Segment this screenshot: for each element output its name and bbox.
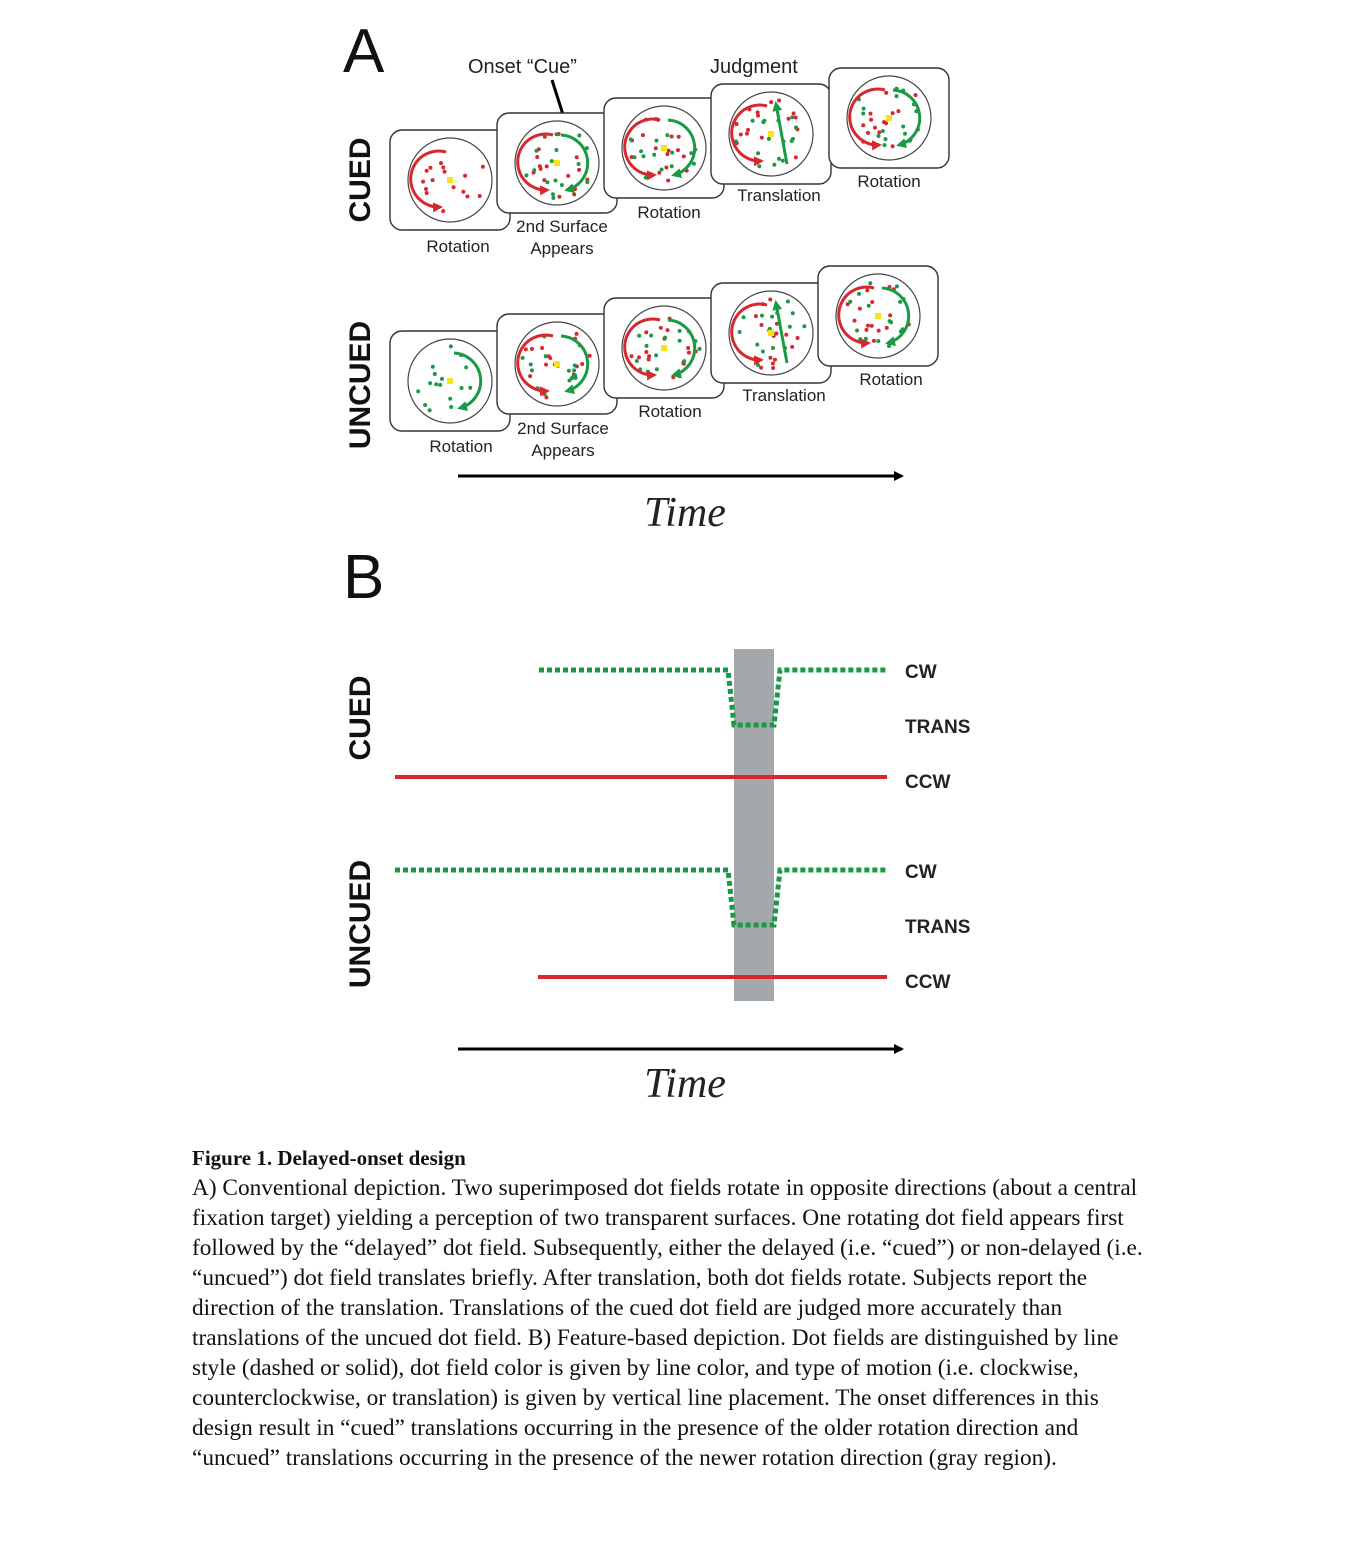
motion-dot (903, 132, 907, 136)
motion-dot (759, 323, 763, 327)
motion-dot (573, 364, 577, 368)
motion-dot (891, 144, 895, 148)
motion-dot (774, 331, 778, 335)
motion-dot (788, 325, 792, 329)
motion-dot (660, 167, 664, 171)
motion-dot (678, 339, 682, 343)
motion-dot (761, 349, 765, 353)
motion-dot (790, 115, 794, 119)
caption-body: A) Conventional depiction. Two superimposed dot fields rotate in opposite directions (about a central fixation target) yielding a perception of two transparent surfaces. One rotating dot field appears first followed by the “delayed” dot field. Subsequently, either the delayed (i.e. “cued”) or non-delayed (i.e. “uncued”) dot field translates briefly. After translation, both dot fields rotate. Subjects report the direction of the translation. Translations of the cued dot field are judged more accurately than translations of the uncued dot field. B) Feature-based depiction. Dot fields are distinguished by line style (dashed or solid), dot field color is given by line color, and type of motion (i.e. clockwise, counterclockwise, or translation) is given by vertical line placement. The onset differences in this design result in “cued” translations occurring in the presence of the older rotation direction and “uncued” translations occurring in the presence of the newer rotation direction (gray region). (192, 1175, 1143, 1471)
level-trans-cued: TRANS (905, 717, 971, 738)
motion-dot (548, 356, 552, 360)
time-label-a: Time (644, 490, 726, 536)
motion-dot (550, 159, 554, 163)
motion-dot (665, 133, 669, 137)
motion-dot (544, 354, 548, 358)
motion-dot (630, 354, 634, 358)
motion-dot (794, 155, 798, 159)
motion-dot (876, 339, 880, 343)
motion-dot (654, 353, 658, 357)
motion-dot (434, 382, 438, 386)
motion-dot (629, 137, 633, 141)
motion-dot (551, 192, 555, 196)
stimulus-frame (390, 130, 510, 256)
fixation-target (554, 160, 560, 166)
motion-dot (448, 397, 452, 401)
motion-dot (756, 363, 760, 367)
motion-dot (770, 315, 774, 319)
motion-dot (654, 139, 658, 143)
motion-dot (463, 174, 467, 178)
motion-dot (535, 155, 539, 159)
motion-dot (438, 383, 442, 387)
motion-dot (666, 179, 670, 183)
frame-label: Rotation (638, 402, 702, 421)
motion-dot (655, 367, 659, 371)
motion-dot (869, 118, 873, 122)
frame-label: Rotation (429, 437, 493, 456)
row-label-cued-a: CUED (344, 137, 377, 223)
motion-dot (853, 319, 857, 323)
motion-dot (575, 155, 579, 159)
motion-dot (566, 174, 570, 178)
motion-dot (760, 314, 764, 318)
motion-dot (428, 166, 432, 170)
motion-dot (645, 344, 649, 348)
motion-dot (637, 355, 641, 359)
motion-dot (529, 363, 533, 367)
motion-dot (698, 347, 702, 351)
motion-dot (755, 343, 759, 347)
motion-dot (677, 135, 681, 139)
row-label-cued-b: CUED (344, 675, 377, 761)
fixation-target (768, 330, 774, 336)
motion-dot (861, 123, 865, 127)
motion-dot (786, 300, 790, 304)
motion-dot (572, 192, 576, 196)
figure-caption (192, 1143, 1152, 1473)
motion-dot (431, 178, 435, 182)
motion-dot (784, 333, 788, 337)
fixation-target (447, 378, 453, 384)
motion-dot (866, 131, 870, 135)
motion-dot (540, 346, 544, 350)
motion-dot (544, 395, 548, 399)
motion-dot (877, 329, 881, 333)
cued-green-dashed-trace (539, 670, 887, 725)
motion-dot (777, 157, 781, 161)
motion-dot (682, 359, 686, 363)
motion-dot (882, 143, 886, 147)
motion-dot (787, 117, 791, 121)
motion-dot (692, 162, 696, 166)
motion-dot (534, 149, 538, 153)
motion-dot (757, 164, 761, 168)
motion-dot (567, 369, 571, 373)
motion-dot (884, 91, 888, 95)
cued-frame-row (390, 68, 949, 258)
motion-dot (884, 137, 888, 141)
motion-dot (756, 114, 760, 118)
motion-dot (574, 376, 578, 380)
motion-dot (864, 328, 868, 332)
motion-dot (678, 329, 682, 333)
motion-dot (663, 336, 667, 340)
frame-label: Translation (742, 386, 826, 405)
motion-dot (864, 337, 868, 341)
translation-gray-region (734, 649, 774, 1001)
motion-dot (745, 132, 749, 136)
motion-dot (751, 119, 755, 123)
motion-dot (659, 326, 663, 330)
fixation-target (661, 345, 667, 351)
motion-dot (553, 178, 557, 182)
motion-dot (867, 304, 871, 308)
motion-dot (767, 137, 771, 141)
level-cw-uncued: CW (905, 862, 937, 883)
motion-dot (555, 132, 559, 136)
motion-dot (639, 149, 643, 153)
motion-dot (465, 195, 469, 199)
motion-dot (554, 148, 558, 152)
uncued-frame-row (390, 266, 938, 460)
motion-dot (637, 334, 641, 338)
motion-dot (528, 374, 532, 378)
fixation-target (768, 131, 774, 137)
motion-dot (441, 165, 445, 169)
motion-dot (670, 164, 674, 168)
motion-dot (802, 324, 806, 328)
motion-dot (452, 185, 456, 189)
motion-dot (572, 368, 576, 372)
motion-dot (739, 132, 743, 136)
panel-a-letter: A (343, 17, 385, 86)
motion-dot (428, 381, 432, 385)
motion-dot (881, 129, 885, 133)
motion-dot (891, 111, 895, 115)
frame-label: 2nd Surface (517, 419, 609, 438)
motion-dot (858, 307, 862, 311)
stimulus-frame (604, 98, 724, 222)
motion-dot (914, 93, 918, 97)
motion-dot (538, 164, 542, 168)
motion-dot (896, 109, 900, 113)
motion-dot (464, 365, 468, 369)
motion-dot (530, 368, 534, 372)
motion-dot (416, 389, 420, 393)
motion-dot (868, 281, 872, 285)
motion-dot (449, 405, 453, 409)
fixation-target (661, 145, 667, 151)
motion-dot (666, 328, 670, 332)
motion-dot (644, 176, 648, 180)
stimulus-frame (604, 298, 724, 421)
frame-label: Rotation (426, 237, 490, 256)
motion-dot (652, 153, 656, 157)
motion-dot (868, 112, 872, 116)
motion-dot (870, 300, 874, 304)
motion-dot (885, 326, 889, 330)
fixation-target (447, 177, 453, 183)
motion-dot (760, 136, 764, 140)
time-label-b: Time (644, 1061, 726, 1107)
motion-dot (478, 194, 482, 198)
motion-dot (771, 362, 775, 366)
motion-dot (862, 107, 866, 111)
motion-dot (585, 180, 589, 184)
motion-dot (433, 372, 437, 376)
motion-dot (461, 190, 465, 194)
motion-dot (772, 163, 776, 167)
motion-dot (872, 339, 876, 343)
motion-dot (443, 170, 447, 174)
motion-dot (901, 125, 905, 129)
stimulus-frame (711, 283, 831, 405)
stimulus-frame (390, 331, 510, 456)
motion-dot (791, 311, 795, 315)
motion-dot (567, 378, 571, 382)
motion-dot (895, 94, 899, 98)
frame-label-line2: Appears (531, 441, 595, 460)
motion-dot (664, 165, 668, 169)
motion-dot (888, 319, 892, 323)
motion-dot (440, 377, 444, 381)
motion-dot (665, 152, 669, 156)
row-label-uncued-b: UNCUED (344, 859, 377, 989)
motion-dot (882, 120, 886, 124)
motion-dot (670, 151, 674, 155)
motion-dot (439, 161, 443, 165)
motion-dot (790, 345, 794, 349)
motion-dot (524, 347, 528, 351)
motion-dot (676, 148, 680, 152)
motion-dot (543, 392, 547, 396)
motion-dot (431, 365, 435, 369)
stimulus-frame (829, 68, 949, 191)
motion-dot (667, 149, 671, 153)
motion-dot (794, 125, 798, 129)
motion-dot (792, 111, 796, 115)
motion-dot (560, 183, 564, 187)
motion-dot (654, 146, 658, 150)
motion-dot (644, 330, 648, 334)
motion-dot (449, 344, 453, 348)
level-ccw-cued: CCW (905, 772, 951, 793)
motion-dot (577, 133, 581, 137)
motion-dot (895, 284, 899, 288)
motion-dot (857, 292, 861, 296)
motion-dot (768, 356, 772, 360)
motion-dot (521, 356, 525, 360)
fixation-target (886, 115, 892, 121)
motion-dot (530, 347, 534, 351)
motion-dot (428, 408, 432, 412)
motion-dot (544, 363, 548, 367)
motion-dot (887, 344, 891, 348)
motion-dot (545, 164, 549, 168)
motion-dot (441, 209, 445, 213)
motion-dot (545, 180, 549, 184)
motion-dot (759, 366, 763, 370)
motion-dot (762, 119, 766, 123)
judgment-label: Judgment (710, 56, 798, 78)
motion-dot (468, 386, 472, 390)
onset-cue-label: Onset “Cue” (468, 56, 577, 78)
caption-title: Figure 1. Delayed-onset design (192, 1146, 466, 1170)
level-cw-cued: CW (905, 662, 937, 683)
row-label-uncued-a: UNCUED (344, 320, 377, 450)
motion-dot (421, 180, 425, 184)
frame-label-line2: Appears (530, 239, 594, 258)
motion-dot (791, 137, 795, 141)
level-trans-uncued: TRANS (905, 917, 971, 938)
motion-dot (848, 300, 852, 304)
motion-dot (773, 358, 777, 362)
motion-dot (532, 168, 536, 172)
panel-a (343, 17, 949, 536)
motion-dot (796, 336, 800, 340)
motion-dot (873, 126, 877, 130)
motion-dot (855, 329, 859, 333)
stimulus-frame (818, 266, 938, 389)
motion-dot (657, 171, 661, 175)
motion-dot (644, 350, 648, 354)
motion-dot (632, 155, 636, 159)
uncued-green-dashed-trace (395, 870, 887, 925)
stimulus-frame (711, 84, 831, 205)
motion-dot (635, 359, 639, 363)
motion-dot (575, 332, 579, 336)
motion-dot (877, 134, 881, 138)
motion-dot (551, 196, 555, 200)
fixation-target (554, 361, 560, 367)
motion-dot (460, 386, 464, 390)
motion-dot (682, 154, 686, 158)
motion-dot (423, 403, 427, 407)
motion-dot (771, 346, 775, 350)
motion-dot (577, 168, 581, 172)
motion-dot (425, 169, 429, 173)
motion-dot (580, 362, 584, 366)
panel-b-letter: B (343, 543, 385, 612)
motion-dot (746, 128, 750, 132)
fixation-target (875, 313, 881, 319)
motion-dot (481, 165, 485, 169)
motion-dot (754, 314, 758, 318)
motion-dot (647, 358, 651, 362)
motion-dot (524, 173, 528, 177)
stimulus-frame (497, 113, 617, 258)
motion-dot (768, 297, 772, 301)
motion-dot (424, 187, 428, 191)
motion-dot (771, 366, 775, 370)
frame-label: Rotation (637, 203, 701, 222)
motion-dot (641, 133, 645, 137)
motion-dot (686, 346, 690, 350)
motion-dot (756, 151, 760, 155)
frame-label: Rotation (859, 370, 923, 389)
frame-label: Rotation (857, 172, 921, 191)
motion-dot (866, 324, 870, 328)
motion-dot (687, 351, 691, 355)
motion-dot (781, 159, 785, 163)
motion-dot (777, 99, 781, 103)
motion-dot (557, 195, 561, 199)
motion-dot (742, 315, 746, 319)
motion-dot (861, 112, 865, 116)
motion-dot (769, 100, 773, 104)
motion-dot (888, 313, 892, 317)
panel-b (343, 543, 970, 1107)
motion-dot (649, 334, 653, 338)
motion-dot (670, 135, 674, 139)
motion-dot (870, 324, 874, 328)
motion-dot (425, 191, 429, 195)
motion-dot (738, 330, 742, 334)
level-ccw-uncued: CCW (905, 972, 951, 993)
motion-dot (898, 300, 902, 304)
motion-dot (641, 154, 645, 158)
motion-dot (577, 162, 581, 166)
frame-label: 2nd Surface (516, 217, 608, 236)
motion-dot (865, 288, 869, 292)
motion-dot (877, 130, 881, 134)
stimulus-frame (497, 314, 617, 460)
frame-label: Translation (737, 186, 821, 205)
